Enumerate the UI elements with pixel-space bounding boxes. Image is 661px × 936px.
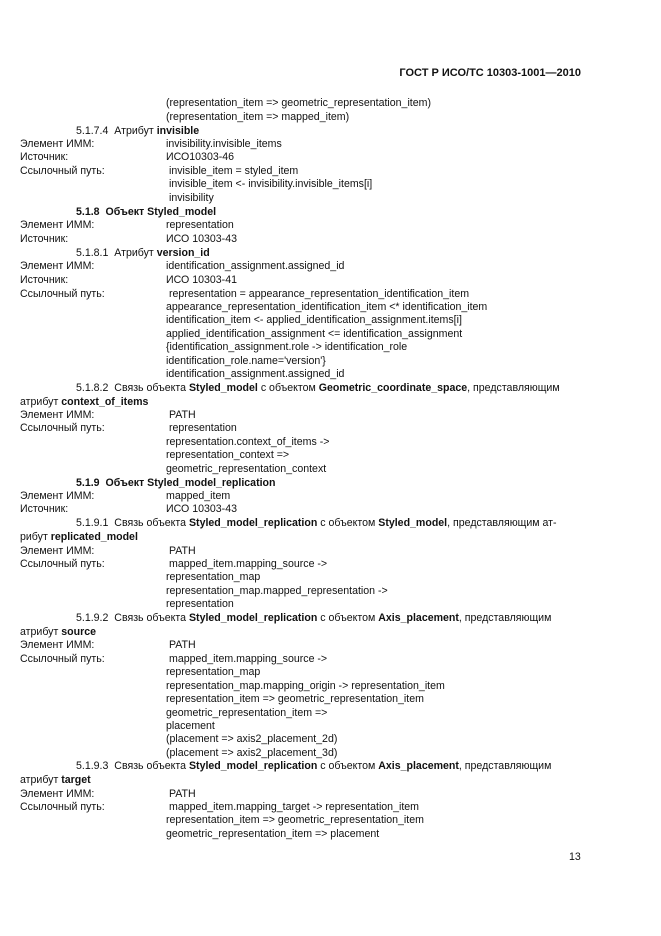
label-ref-path: Ссылочный путь: (20, 558, 105, 570)
section-5-1-8-heading: 5.1.8 Объект Styled_model (76, 206, 217, 218)
label-source: Источник: (20, 503, 69, 515)
label-imm: Элемент ИММ: (20, 260, 95, 272)
value-imm: identification_assignment.assigned_id (166, 260, 345, 272)
label-ref-path: Ссылочный путь: (20, 165, 105, 177)
path-line: geometric_representation_item => placement (166, 828, 380, 840)
label-imm: Элемент ИММ: (20, 409, 95, 421)
path-line: geometric_representation_context (166, 463, 327, 475)
path-line: applied_identification_assignment <= identification_assignment (166, 328, 463, 340)
path-line: representation_map (166, 571, 261, 583)
value-imm: mapped_item (166, 490, 231, 502)
path-line: (representation_item => mapped_item) (166, 111, 350, 123)
path-line: representation_map.mapped_representation -> (166, 585, 388, 597)
path-line: representation.context_of_items -> (166, 436, 330, 448)
label-ref-path: Ссылочный путь: (20, 801, 105, 813)
label-imm: Элемент ИММ: (20, 545, 95, 557)
page-number: 13 (569, 851, 581, 863)
label-imm: Элемент ИММ: (20, 788, 95, 800)
path-line: (placement => axis2_placement_2d) (166, 733, 338, 745)
section-5-1-8-2-heading: 5.1.8.2 Связь объекта Styled_model с объектом Geometric_coordinate_space, представляющим (76, 382, 560, 394)
value-imm: PATH (169, 409, 196, 421)
path-line: representation_context => (166, 449, 290, 461)
section-5-1-9-2-heading: 5.1.9.2 Связь объекта Styled_model_replication с объектом Axis_placement, представляющим (76, 612, 552, 624)
path-line: identification_item <- applied_identification_assignment.items[i] (166, 314, 462, 326)
value-source: ИСО 10303-43 (166, 233, 237, 245)
path-line: (representation_item => geometric_representation_item) (166, 97, 431, 109)
label-source: Источник: (20, 274, 69, 286)
path-line: mapped_item.mapping_target -> representation_item (169, 801, 419, 813)
section-5-1-8-1-heading: 5.1.8.1 Атрибут version_id (76, 247, 210, 259)
path-line: representation = appearance_representation_identification_item (169, 288, 470, 300)
path-line: geometric_representation_item => (166, 707, 328, 719)
path-line: representation_item => geometric_representation_item (166, 693, 424, 705)
path-line: invisible_item = styled_item (169, 165, 299, 177)
label-ref-path: Ссылочный путь: (20, 422, 105, 434)
path-line: representation_map (166, 666, 261, 678)
path-line: {identification_assignment.role -> identification_role (166, 341, 408, 353)
value-imm: PATH (169, 639, 196, 651)
section-5-1-9-3-heading: 5.1.9.3 Связь объекта Styled_model_replication с объектом Axis_placement, представляющим (76, 760, 552, 772)
path-line: representation (166, 598, 234, 610)
document-header: ГОСТ Р ИСО/ТС 10303-1001—2010 (399, 67, 581, 79)
path-line: appearance_representation_identification_item <* identification_item (166, 301, 488, 313)
value-imm: invisibility.invisible_items (166, 138, 282, 150)
section-5-1-9-3-heading-cont: атрибут target (20, 774, 91, 786)
path-line: representation (169, 422, 237, 434)
label-ref-path: Ссылочный путь: (20, 653, 105, 665)
label-imm: Элемент ИММ: (20, 138, 95, 150)
path-line: (placement => axis2_placement_3d) (166, 747, 338, 759)
path-line: mapped_item.mapping_source -> (169, 558, 328, 570)
label-source: Источник: (20, 151, 69, 163)
section-5-1-7-4-heading: 5.1.7.4 Атрибут invisible (76, 125, 200, 137)
label-imm: Элемент ИММ: (20, 219, 95, 231)
section-5-1-9-2-heading-cont: атрибут source (20, 626, 97, 638)
section-5-1-9-1-heading-cont: рибут replicated_model (20, 531, 138, 543)
label-ref-path: Ссылочный путь: (20, 288, 105, 300)
section-5-1-9-heading: 5.1.9 Объект Styled_model_replication (76, 477, 276, 489)
path-line: identification_assignment.assigned_id (166, 368, 345, 380)
path-line: placement (166, 720, 215, 732)
value-imm: representation (166, 219, 234, 231)
label-source: Источник: (20, 233, 69, 245)
label-imm: Элемент ИММ: (20, 490, 95, 502)
section-5-1-9-1-heading: 5.1.9.1 Связь объекта Styled_model_replication с объектом Styled_model, представляющим ат- (76, 517, 557, 529)
value-imm: PATH (169, 545, 196, 557)
label-imm: Элемент ИММ: (20, 639, 95, 651)
path-line: identification_role.name='version'} (166, 355, 326, 367)
path-line: invisibility (169, 192, 214, 204)
path-line: representation_item => geometric_representation_item (166, 814, 424, 826)
path-line: invisible_item <- invisibility.invisible_items[i] (169, 178, 373, 190)
value-source: ИСО10303-46 (166, 151, 235, 163)
value-imm: PATH (169, 788, 196, 800)
path-line: mapped_item.mapping_source -> (169, 653, 328, 665)
value-source: ИСО 10303-41 (166, 274, 237, 286)
value-source: ИСО 10303-43 (166, 503, 237, 515)
path-line: representation_map.mapping_origin -> representation_item (166, 680, 445, 692)
section-5-1-8-2-heading-cont: атрибут context_of_items (20, 396, 149, 408)
